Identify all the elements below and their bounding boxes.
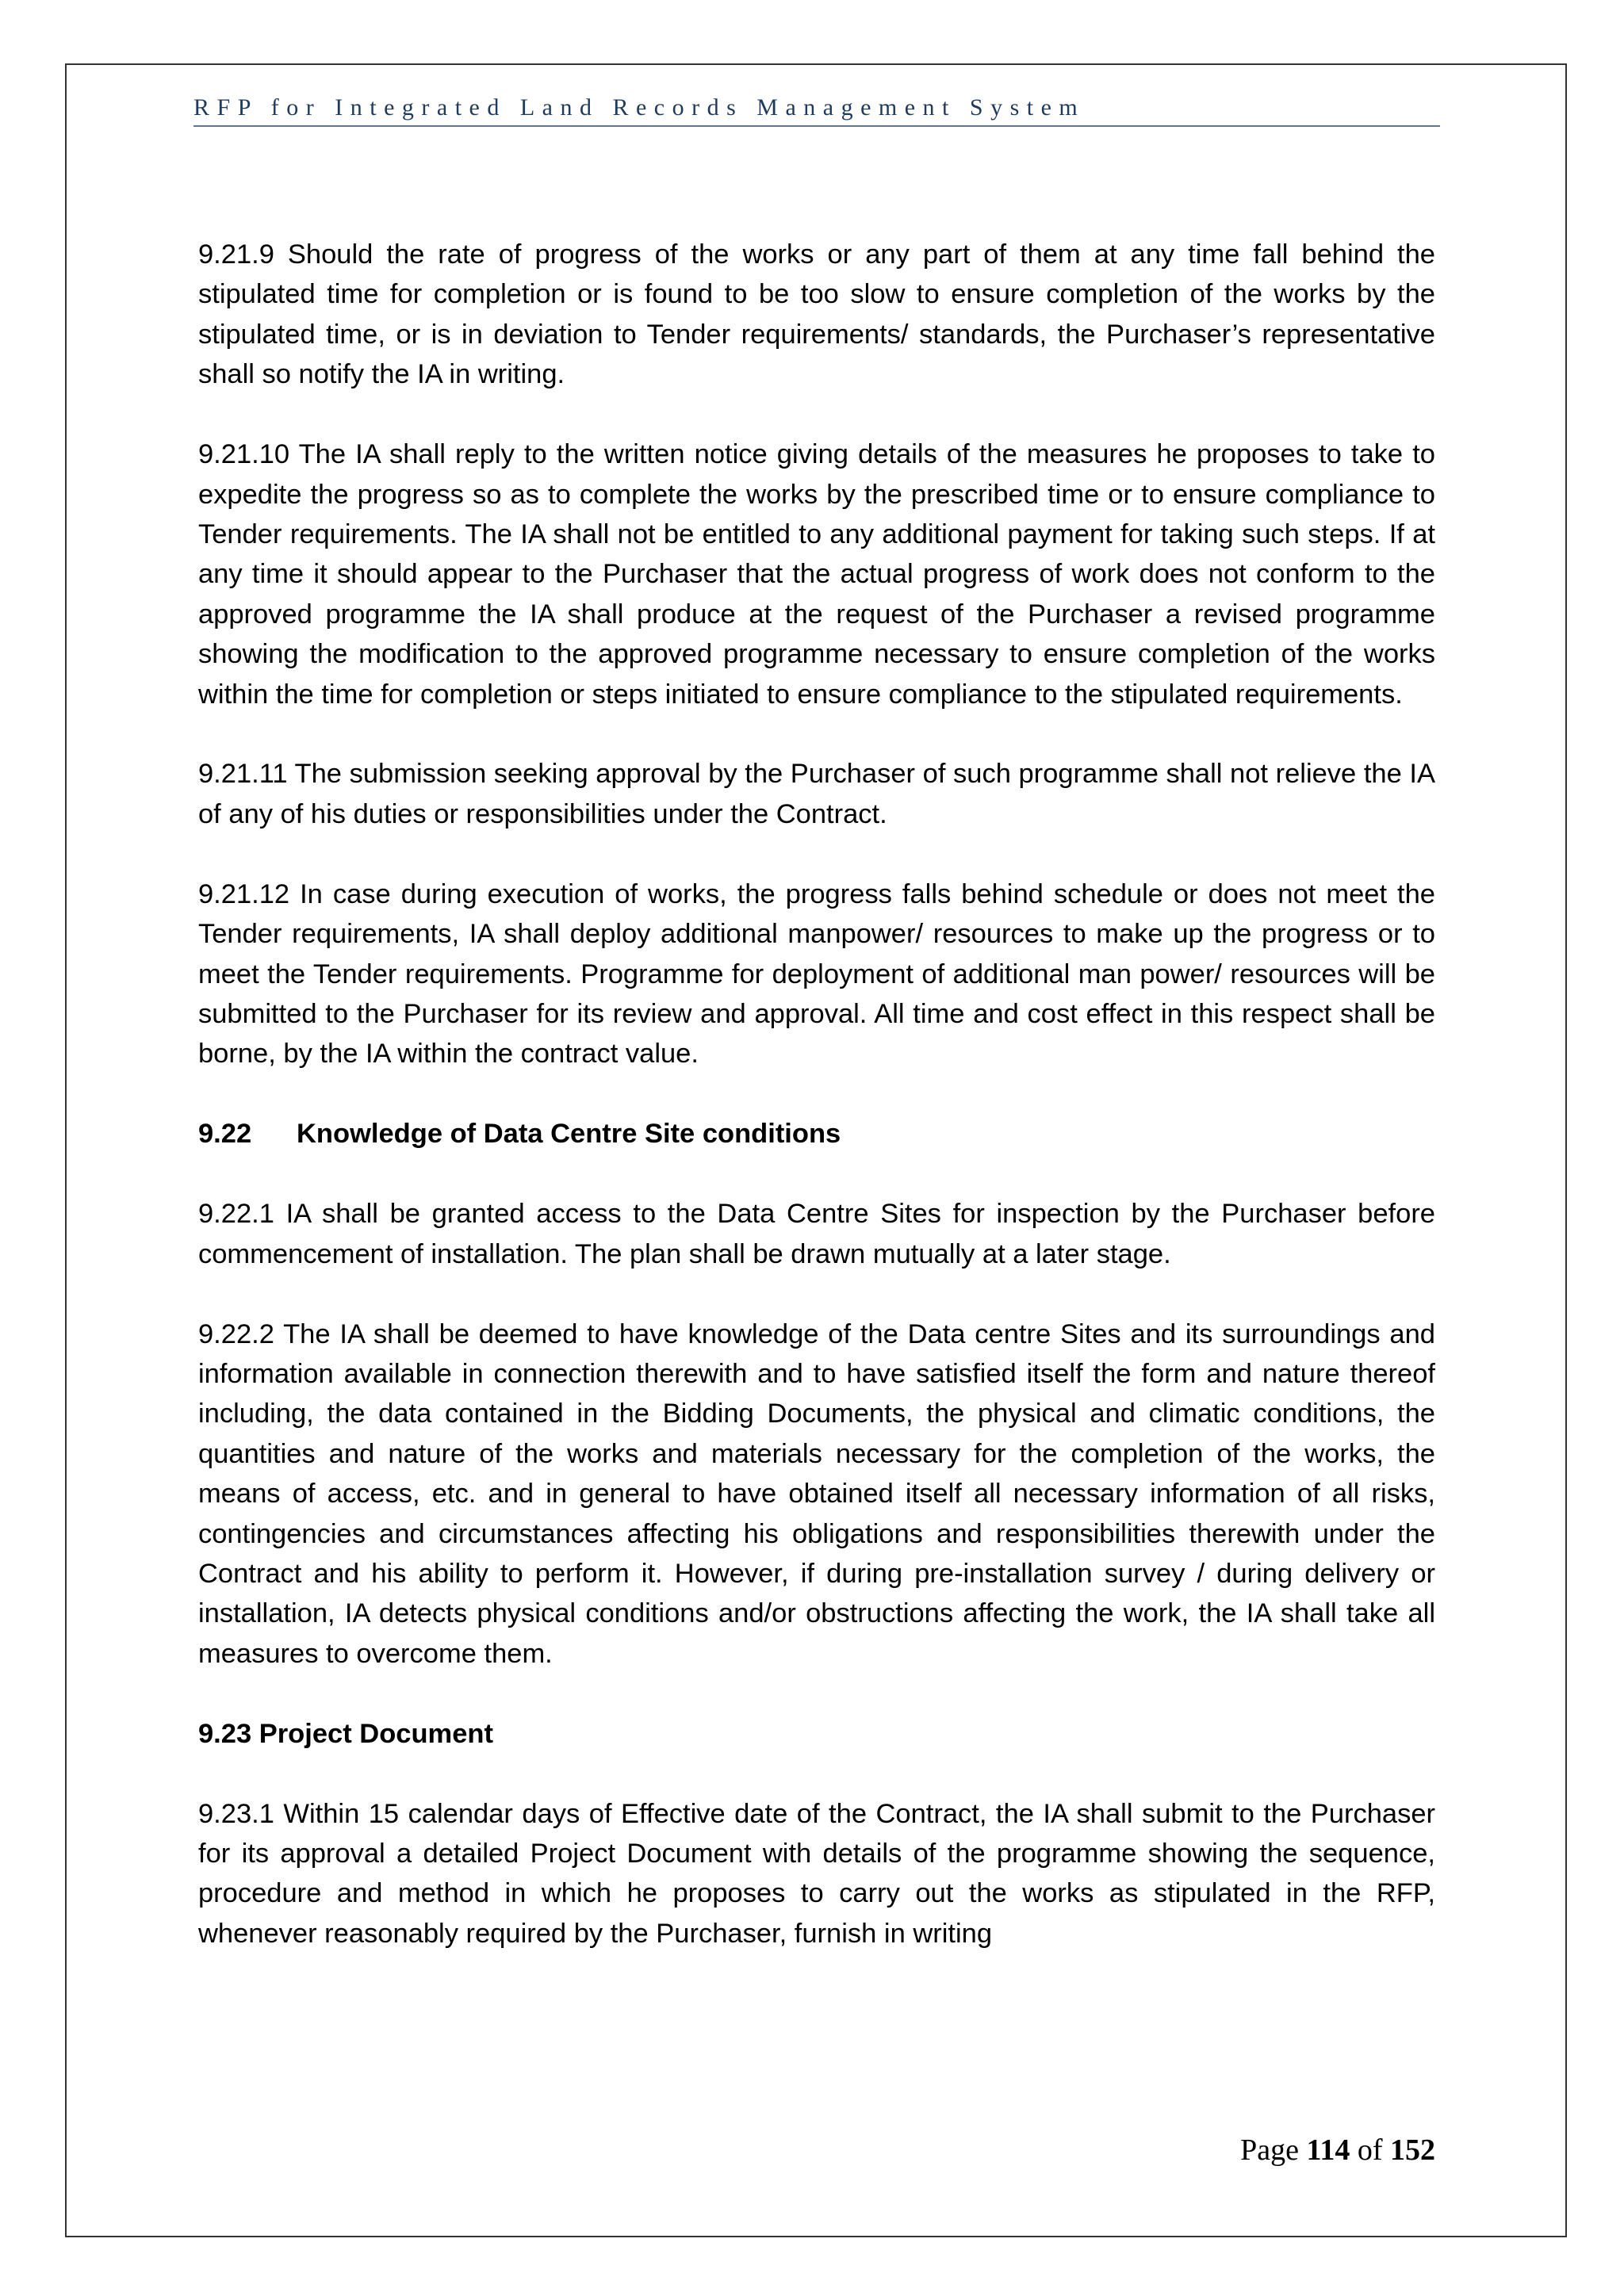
paragraph-9-23-1: 9.23.1 Within 15 calendar days of Effective date of the Contract, the IA shall submit to the Purchaser for its approval a detailed Project Document with details of the programme showing the sequence, procedure and method in which he proposes to carry out the works as stipulated in the RFP, whenever reasonably required by the Purchaser, furnish in writing (198, 1798, 1435, 1949)
document-header-title: RFP for Integrated Land Records Management System (193, 94, 1086, 121)
header-rule (193, 125, 1440, 127)
paragraph-9-21-11: 9.21.11 The submission seeking approval by the Purchaser of such programme shall not relieve the IA of any of his duties or responsibilities under the Contract. (198, 759, 1435, 829)
section-heading-9-22 (198, 1114, 1435, 1154)
paragraph-9-21-10: 9.21.10 The IA shall reply to the written notice giving details of the measures he proposes to take to expedite the progress so as to complete the works by the prescribed time or to ensure compliance to Tender requirements. The IA shall not be entitled to any additional payment for taking such steps. If at any time it should appear to the Purchaser that the actual progress of work does not conform to the approved programme the IA shall produce at the request of the Purchaser a revised programme showing the modification to the approved programme necessary to ensure completion of the works within the time for completion or steps initiated to ensure compliance to the stipulated requirements. (198, 439, 1435, 710)
paragraph-9-22-1: 9.22.1 IA shall be granted access to the Data Centre Sites for inspection by the Purchaser before commencement of installation. The plan shall be drawn mutually at a later stage. (198, 1199, 1435, 1269)
paragraph-9-21-9: 9.21.9 Should the rate of progress of the works or any part of them at any time fall behind the stipulated time for completion or is found to be too slow to ensure completion of the works by the stipulated time, or is in deviation to Tender requirements/ standards, the Purchaser’s representative shall so notify the IA in writing. (198, 239, 1435, 390)
section-heading-9-23: 9.23 Project Document (198, 1718, 493, 1749)
total-pages: 152 (1390, 2133, 1435, 2167)
paragraph-9-21-12: 9.21.12 In case during execution of works, the progress falls behind schedule or does not meet the Tender requirements, IA shall deploy additional manpower/ resources to make up the progress or to meet the Tender requirements. Programme for deployment of additional man power/ resources will be submitted to the Purchaser for its review and approval. All time and cost effect in this respect shall be borne, by the IA within the contract value. (198, 878, 1435, 1070)
section-number: 9.22 (198, 1119, 252, 1150)
section-title: Knowledge of Data Centre Site conditions (297, 1119, 841, 1150)
of-label: of (1357, 2133, 1383, 2167)
page-label: Page (1240, 2133, 1299, 2167)
page-number: 114 (1306, 2133, 1350, 2167)
document-body (198, 235, 1435, 1994)
paragraph-9-22-2: 9.22.2 The IA shall be deemed to have knowledge of the Data centre Sites and its surroundings and information available in connection therewith and to have satisfied itself the form and nature thereof including, the data contained in the Bidding Documents, the physical and climatic conditions, the quantities and nature of the works and materials necessary for the completion of the works, the means of access, etc. and in general to have obtained itself all necessary information of all risks, contingencies and circumstances affecting his obligations and responsibilities therewith under the Contract and his ability to perform it. However, if during pre-installation survey / during delivery or installation, IA detects physical conditions and/or obstructions affecting the work, the IA shall take all measures to overcome them. (198, 1318, 1435, 1669)
page-footer (1240, 2133, 1435, 2168)
